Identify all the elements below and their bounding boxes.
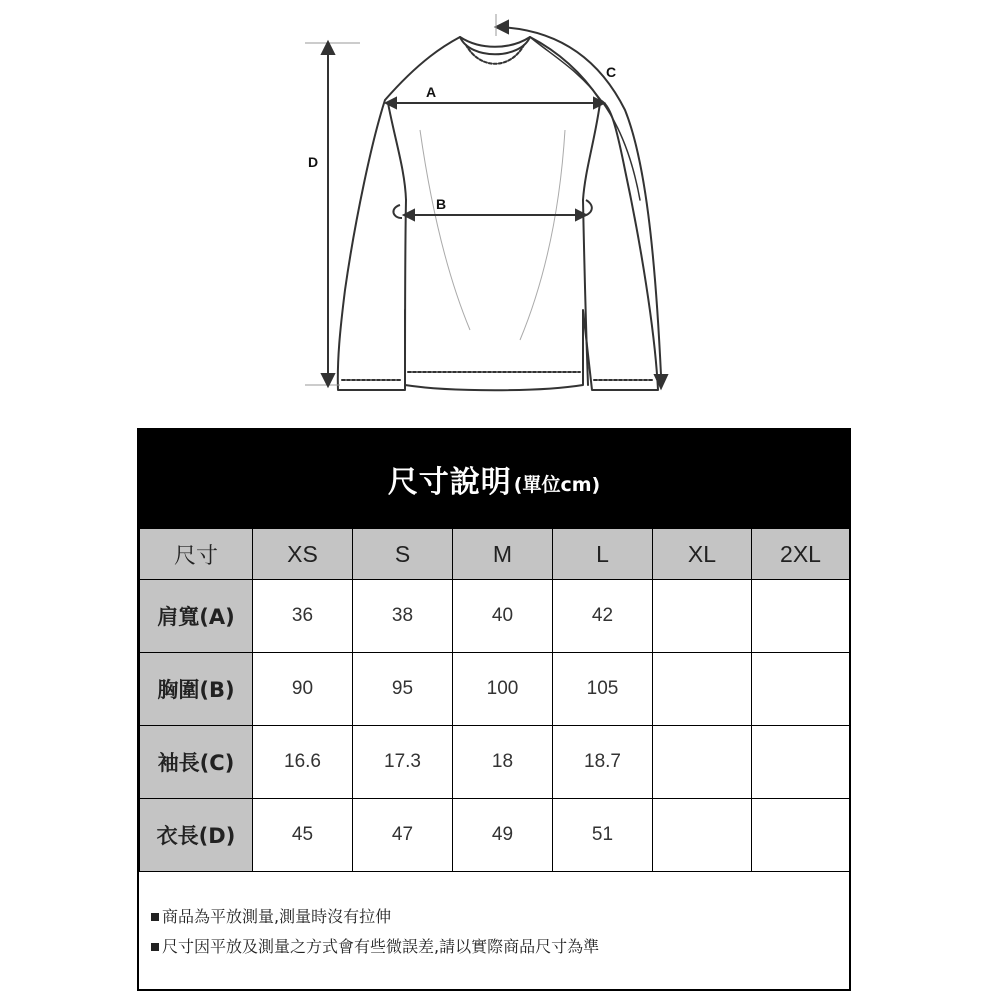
label-a: A (426, 84, 437, 100)
table-cell (653, 580, 752, 653)
shirt-illustration (0, 0, 1000, 410)
table-cell (752, 653, 850, 726)
table-cell (752, 799, 850, 872)
note-item (151, 902, 849, 932)
table-cell: 38 (353, 580, 453, 653)
table-unit: (單位cm) (513, 473, 601, 496)
table-cell: 47 (353, 799, 453, 872)
square-bullet-icon (151, 943, 159, 951)
table-cell: 51 (553, 799, 653, 872)
table-cell (653, 653, 752, 726)
row-label: 胸圍(B) (140, 653, 253, 726)
table-title-bar (139, 430, 849, 528)
size-header: M (453, 529, 553, 580)
note-text: 尺寸因平放及測量之方式會有些微誤差,請以實際商品尺寸為準 (162, 937, 600, 956)
table-cell (752, 726, 850, 799)
notes (139, 872, 849, 962)
label-d: D (308, 154, 319, 170)
table-cell: 45 (253, 799, 353, 872)
label-b: B (436, 196, 447, 212)
size-chart (137, 428, 851, 991)
row-label: 袖長(C) (140, 726, 253, 799)
measurement-diagram (0, 0, 1000, 410)
size-header: 2XL (752, 529, 850, 580)
label-c: C (606, 64, 617, 80)
size-header: XS (253, 529, 353, 580)
table-cell: 90 (253, 653, 353, 726)
size-header: S (353, 529, 453, 580)
table-cell: 105 (553, 653, 653, 726)
table-cell: 18 (453, 726, 553, 799)
table-cell: 95 (353, 653, 453, 726)
row-label: 肩寬(A) (140, 580, 253, 653)
corner-header: 尺寸 (140, 529, 253, 580)
note-text: 商品為平放測量,測量時沒有拉伸 (162, 907, 392, 926)
table-cell: 40 (453, 580, 553, 653)
size-header: L (553, 529, 653, 580)
table-cell (653, 726, 752, 799)
size-table (139, 528, 850, 872)
table-cell: 100 (453, 653, 553, 726)
table-cell (752, 580, 850, 653)
table-title: 尺寸說明 (387, 465, 512, 500)
row-label: 衣長(D) (140, 799, 253, 872)
table-cell (653, 799, 752, 872)
table-cell: 18.7 (553, 726, 653, 799)
table-row (140, 580, 850, 653)
table-cell: 17.3 (353, 726, 453, 799)
table-row (140, 726, 850, 799)
table-cell: 36 (253, 580, 353, 653)
header-row (140, 529, 850, 580)
table-cell: 16.6 (253, 726, 353, 799)
table-row (140, 653, 850, 726)
table-cell: 42 (553, 580, 653, 653)
square-bullet-icon (151, 913, 159, 921)
note-item (151, 932, 849, 962)
table-row (140, 799, 850, 872)
size-header: XL (653, 529, 752, 580)
table-cell: 49 (453, 799, 553, 872)
